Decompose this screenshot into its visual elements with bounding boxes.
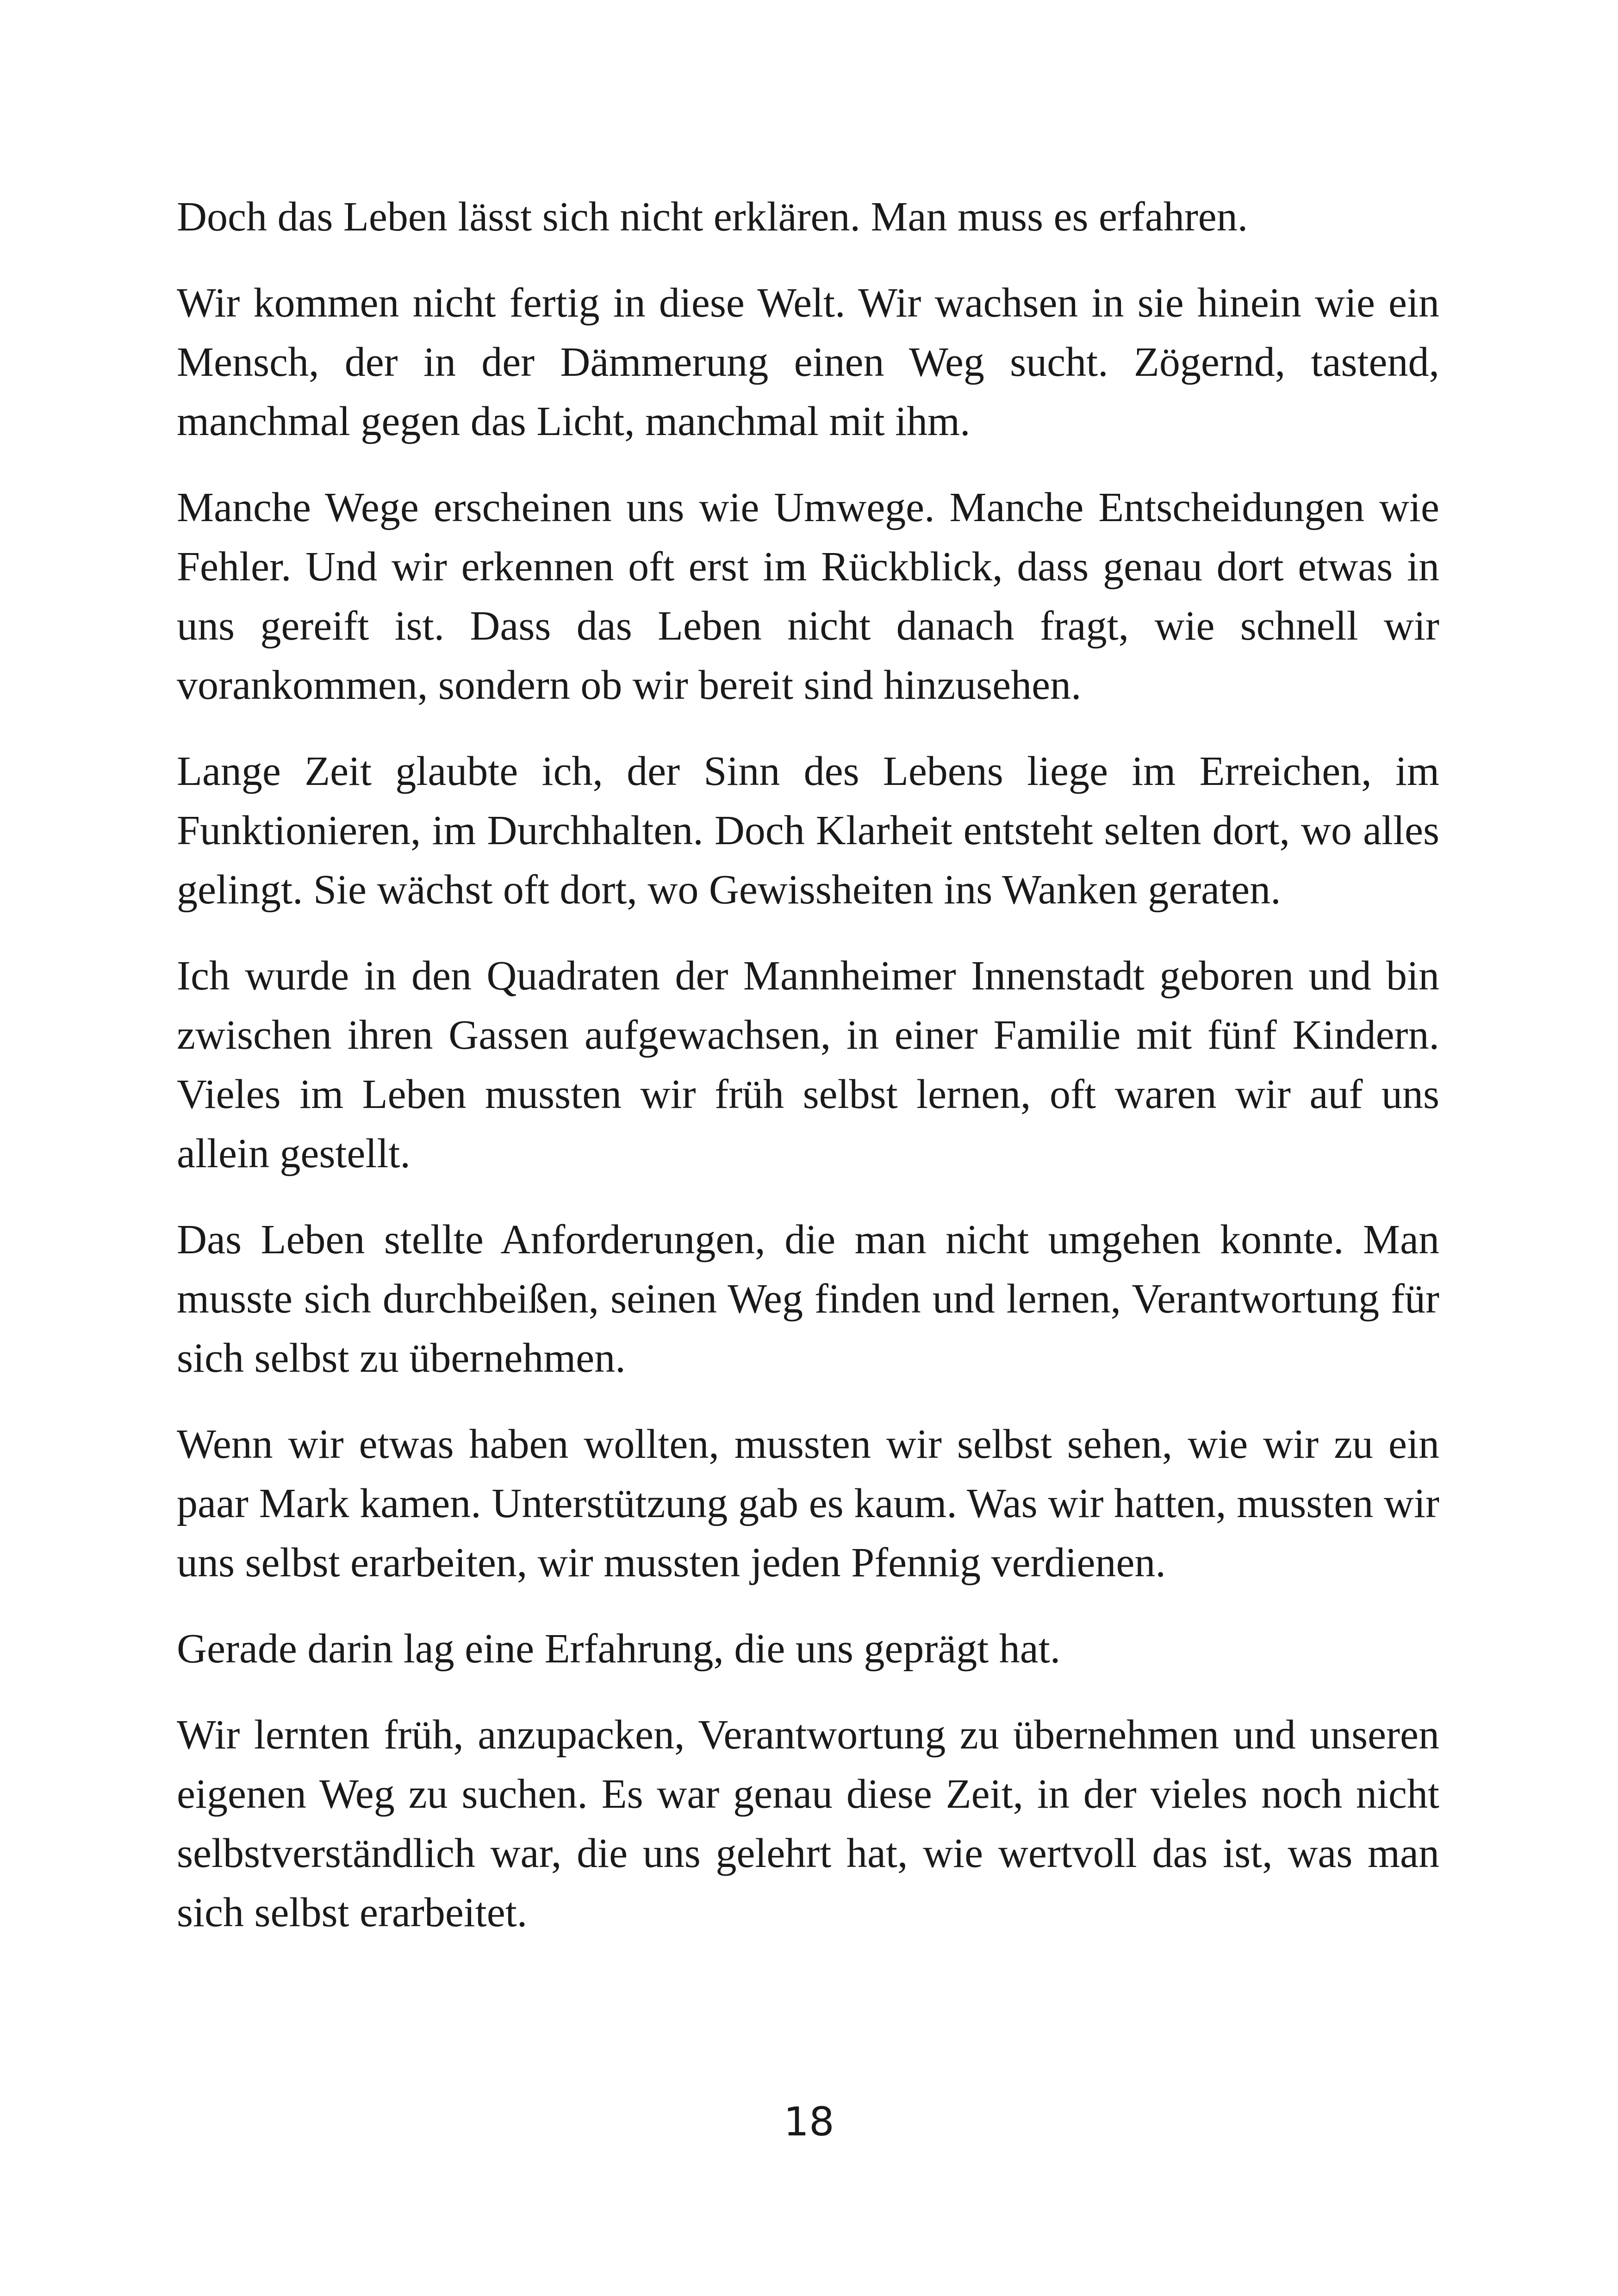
paragraph-9: Wir lernten früh, anzupacken, Verantwortung zu übernehmen und unseren eigenen Weg zu suchen. Es war genau diese Zeit, in der vieles noch nicht selbstverständlich war, die uns gelehrt hat, wie wertvoll das ist, was man sich selbst erarbeitet.: [177, 1712, 1439, 1935]
paragraph-2: Wir kommen nicht fertig in diese Welt. Wir wachsen in sie hinein wie ein Mensch, der in der Dämmerung einen Weg sucht. Zögernd, tastend, manchmal gegen das Licht, manchmal mit ihm.: [177, 280, 1439, 444]
paragraph-3: Manche Wege erscheinen uns wie Umwege. Manche Entscheidungen wie Fehler. Und wir erkennen oft erst im Rückblick, dass genau dort etwas in uns gereift ist. Dass das Leben nicht danach fragt, wie schnell wir vorankommen, sondern ob wir bereit sind hinzusehen.: [177, 485, 1439, 708]
paragraph-5: Ich wurde in den Quadraten der Mannheimer Innenstadt geboren und bin zwischen ihren Gassen aufgewachsen, in einer Familie mit fünf Kindern. Vieles im Leben mussten wir früh selbst lernen, oft waren wir auf uns allein gestellt.: [177, 953, 1439, 1176]
paragraph-4: Lange Zeit glaubte ich, der Sinn des Lebens liege im Erreichen, im Funktionieren, im Durchhalten. Doch Klarheit entsteht selten dort, wo alles gelingt. Sie wächst oft dort, wo Gewissheiten ins Wanken geraten.: [177, 748, 1439, 913]
paragraph-7: Wenn wir etwas haben wollten, mussten wir selbst sehen, wie wir zu ein paar Mark kamen. Unterstützung gab es kaum. Was wir hatten, mussten wir uns selbst erarbeiten, wir mussten jeden Pfennig verdienen.: [177, 1421, 1439, 1586]
paragraph-1: Doch das Leben lässt sich nicht erklären. Man muss es erfahren.: [177, 194, 1248, 240]
page-number: 18: [784, 2099, 834, 2145]
paragraph-8: Gerade darin lag eine Erfahrung, die uns geprägt hat.: [177, 1626, 1061, 1672]
paragraph-6: Das Leben stellte Anforderungen, die man nicht umgehen konnte. Man musste sich durchbeißen, seinen Weg finden und lernen, Verantwortung für sich selbst zu übernehmen.: [177, 1217, 1439, 1381]
body-text: [177, 187, 1439, 1969]
